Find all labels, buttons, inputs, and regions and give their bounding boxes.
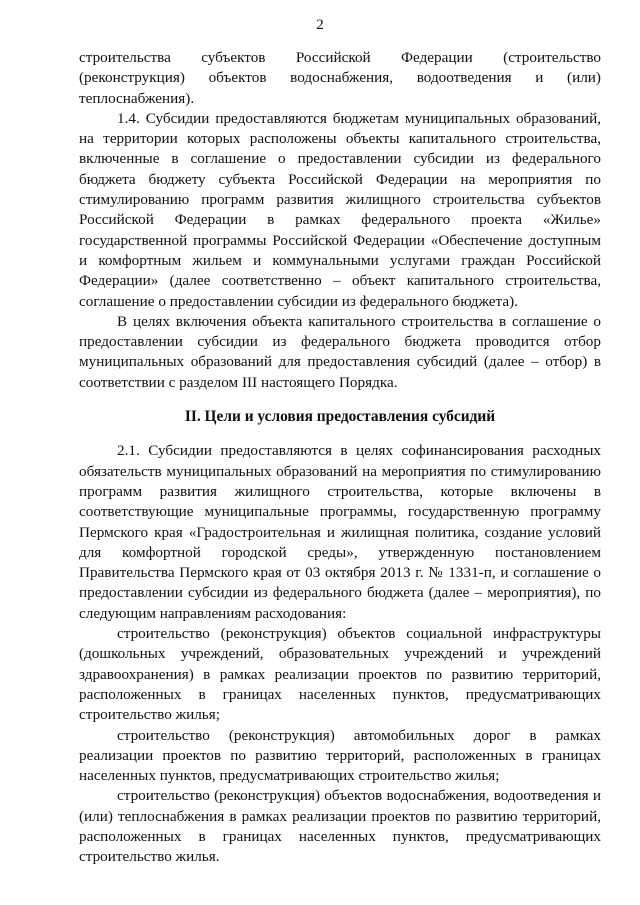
paragraph-2-1: 2.1. Субсидии предоставляются в целях софинансирования расходных обязательств муниципальных образований на мероприятия по стимулированию программ развития жилищного строительства, которые включены в соответствующие муниципальные программы, государственную программу Пермского края «Градостроительная и жилищная политика, создание условий для комфортной городской среды», утвержденную постановлением Правительства Пермского края от 03 октября 2013 г. № 1331-п, и соглашение о предоставлении субсидии из федерального бюджета (далее – мероприятия), по следующим направлениям расходования: [79, 442, 601, 622]
list-item-water-heat: строительство (реконструкция) объектов водоснабжения, водоотведения и (или) теплоснабжения в рамках реализации проектов по развитию территорий, расположенных в границах населенных пунктов, предусматривающих строительство жилья. [79, 787, 601, 866]
page-number: 2 [316, 17, 324, 33]
paragraph-selection: В целях включения объекта капитального строительства в соглашение о предоставлении субсидии из федерального бюджета проводится отбор муниципальных образований для предоставления субсидий (далее – отбор) в соответствии с разделом III настоящего Порядка. [79, 312, 601, 391]
paragraph-continuation: строительства субъектов Российской Федерации (строительство (реконструкция) объектов водоснабжения, водоотведения и (или) теплоснабжения). [79, 49, 601, 107]
list-item-roads: строительство (реконструкция) автомобильных дорог в рамках реализации проектов по развитию территорий, расположенных в границах населенных пунктов, предусматривающих строительство жилья; [79, 726, 601, 785]
list-item-social-infrastructure: строительство (реконструкция) объектов социальной инфраструктуры (дошкольных учреждений, образовательных учреждений и учреждений здравоохранения) в рамках реализации проектов по развитию территорий, расположенных в границах населенных пунктов, предусматривающих строительство жилья; [79, 625, 601, 724]
document-body [79, 48, 601, 868]
paragraph-1-4: 1.4. Субсидии предоставляются бюджетам муниципальных образований, на территории которых расположены объекты капитального строительства, включенные в соглашение о предоставлении субсидии из федерального бюджета бюджету субъекта Российской Федерации на мероприятия по стимулированию программ развития жилищного строительства субъектов Российской Федерации в рамках федерального проекта «Жилье» государственной программы Российской Федерации «Обеспечение доступным и комфортным жильем и коммунальными услугами граждан Российской Федерации» (далее соответственно – объект капитального строительства, соглашение о предоставлении субсидии из федерального бюджета). [79, 109, 601, 310]
section-heading: II. Цели и условия предоставления субсидий [184, 408, 496, 426]
